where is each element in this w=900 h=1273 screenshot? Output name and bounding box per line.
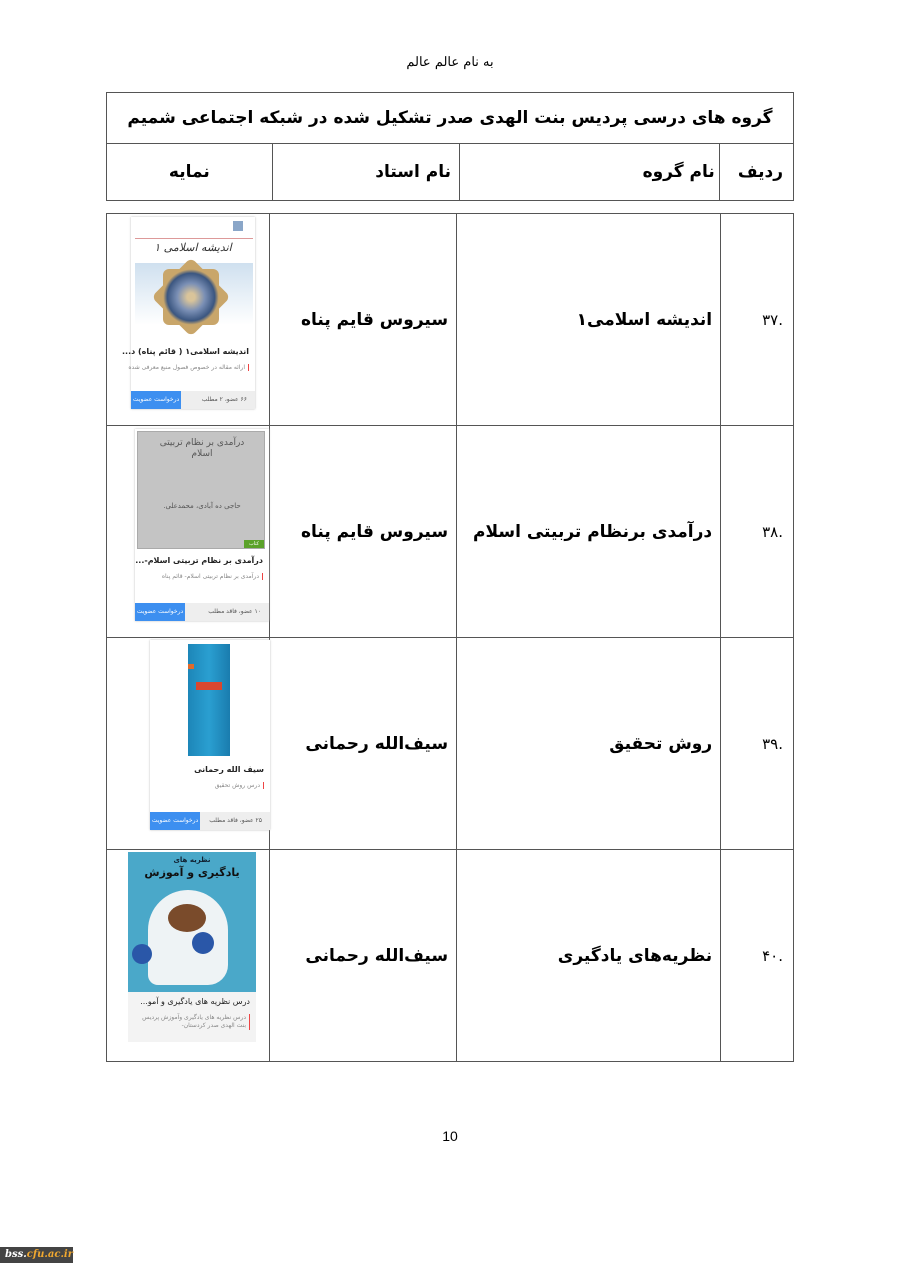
watermark-domain: cfu.ac.ir [26,1249,73,1260]
cover-subtitle: نظریه های [173,856,211,864]
card-title[interactable]: درآمدی بر نظام تربیتی اسلام-... [135,556,263,565]
column-header-row: ردیف [719,144,793,201]
teacher-name: سیروس قایم پناه [269,426,457,638]
card-stats: ۲۵ عضو، فاقد مطلب [209,817,262,824]
group-card[interactable] [150,640,270,830]
group-name: روش تحقیق [457,638,721,850]
header-table [106,92,794,201]
teacher-name: سیروس قایم پناه [269,214,457,426]
teacher-name: سیف‌الله رحمانی [269,850,457,1062]
site-watermark[interactable] [0,1247,73,1263]
gear-icon [132,944,152,964]
table-row [107,638,794,850]
cover-title: یادگیری و آموزش [144,866,240,879]
row-number: ۴۰. [762,946,783,965]
table-row [107,426,794,638]
cover-image [188,644,230,756]
gear-icon [168,904,206,932]
group-name: اندیشه اسلامی۱ [457,214,721,426]
card-stats: ۶۶ عضو، ۲ مطلب [201,396,247,403]
row-number: ۳۷. [762,310,783,329]
group-card[interactable] [135,429,269,621]
card-description: درس نظریه های یادگیری وآموزش پردیس بنت الهدی صدر کردستان- [136,1014,250,1030]
column-header-teacher: نام استاد [272,144,459,201]
card-description: ارائه مقاله در خصوص فصول منبع معرفی شده [128,364,249,371]
cover-image [128,852,256,992]
cover-title: اندیشه اسلامی ۱ [154,241,232,254]
card-title[interactable]: درس نظریه های یادگیری و آمو... [140,997,250,1006]
card-title[interactable]: سیف الله رحمانی [194,765,264,774]
card-stats: ۱۰ عضو، فاقد مطلب [208,608,261,615]
group-name: نظریه‌های یادگیری [457,850,721,1062]
page-number: 10 [442,1128,458,1144]
join-request-button[interactable]: درخواست عضویت [150,812,200,830]
cover-image [137,431,265,549]
cover-author: حاجی ده آبادی، محمدعلی. [163,502,241,510]
card-description: درآمدی بر نظام تربیتی اسلام- قائم پناه [162,573,263,580]
row-number: ۳۸. [762,522,783,541]
basmala-heading: به نام عالم عالم [406,55,494,70]
table-row [107,850,794,1062]
card-title[interactable]: اندیشه اسلامی۱ ( قائم پناه) د... [122,347,249,356]
column-header-group: نام گروه [459,144,719,201]
groups-table [106,213,794,1062]
group-name: درآمدی برنظام تربیتی اسلام [457,426,721,638]
watermark-prefix: bss. [5,1249,27,1260]
cover-image [133,219,253,344]
join-request-button[interactable]: درخواست عضویت [135,603,185,621]
table-title: گروه های درسی پردیس بنت الهدی صدر تشکیل شده در شبکه اجتماعی شمیم [107,93,794,144]
row-number: ۳۹. [762,734,783,753]
type-badge: کتاب [244,540,264,548]
group-card[interactable] [128,852,256,1042]
column-header-image: نمایه [107,144,273,201]
card-description: درس روش تحقیق [215,782,264,789]
cover-title: درآمدی بر نظام تربیتی اسلام [159,438,245,459]
group-card[interactable] [122,217,255,409]
teacher-name: سیف‌الله رحمانی [269,638,457,850]
table-row [107,214,794,426]
gear-icon [192,932,214,954]
ornament-icon [163,269,219,325]
join-request-button[interactable]: درخواست عضویت [131,391,181,409]
